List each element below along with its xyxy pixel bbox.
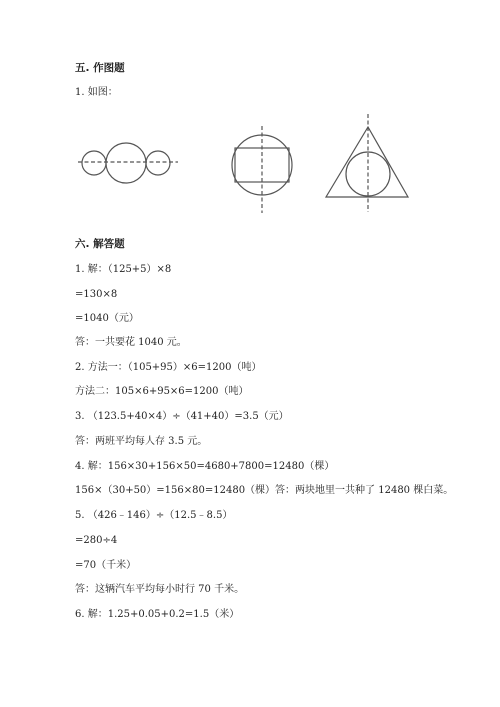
answer-line: 答：一共要花 1040 元。 — [75, 337, 187, 348]
answer-line: =70（千米） — [75, 560, 137, 571]
answer-line: 6. 解：1.25+0.05+0.2=1.5（米） — [75, 609, 240, 620]
answer-line: =1040（元） — [75, 313, 139, 324]
answer-line: 方法二：105×6+95×6=1200（吨） — [75, 386, 249, 397]
answer-line: 答：这辆汽车平均每小时行 70 千米。 — [75, 584, 245, 595]
answer-line: 156×（30+50）=156×80=12480（棵）答：两块地里一共种了 12480 棵白菜。 — [75, 485, 454, 496]
figure-triangle-circle — [326, 114, 408, 212]
answer-line: =130×8 — [75, 289, 118, 300]
answer-line: 3. （123.5+40×4）÷（41+40）=3.5（元） — [75, 411, 289, 422]
question-1-label: 1. 如图： — [75, 87, 118, 98]
answer-line: =280÷4 — [75, 535, 118, 546]
small-circle-right — [146, 151, 170, 175]
answer-line: 5. （426﹣146）÷（12.5﹣8.5） — [75, 510, 233, 521]
answer-line: 答：两班平均每人存 3.5 元。 — [75, 436, 208, 447]
answer-line: 1. 解：（125+5）×8 — [75, 264, 172, 275]
figure-three-circles — [78, 143, 178, 183]
small-circle-left — [82, 151, 106, 175]
section-five-title: 五. 作图题 — [75, 62, 125, 74]
answer-line: 4. 解：156×30+156×50=4680+7800=12480（棵） — [75, 461, 335, 472]
figure-circle-rectangle — [232, 126, 292, 213]
large-circle-middle — [106, 143, 146, 183]
section-six-title: 六. 解答题 — [75, 238, 125, 250]
answer-line: 2. 方法一：（105+95）×6=1200（吨） — [75, 362, 262, 373]
triangle — [326, 127, 408, 197]
